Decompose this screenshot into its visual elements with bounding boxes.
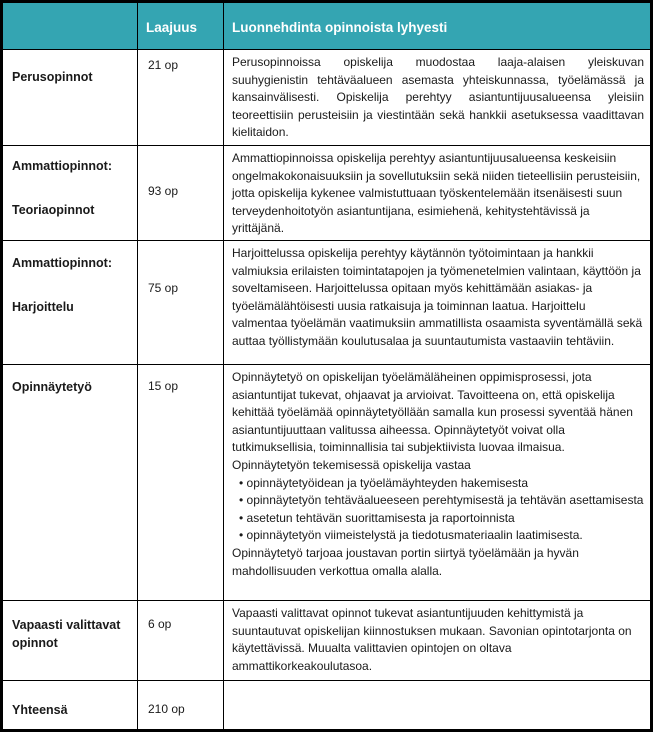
- table-row-ammattiopinnot-harjoittelu: [2, 240, 652, 364]
- bullet-item: • asetetun tehtävän suorittamisesta ja raportoinnista: [232, 510, 644, 528]
- row-label: [2, 240, 138, 364]
- description-cell: [224, 680, 652, 730]
- description-cell: Harjoittelussa opiskelija perehtyy käytännön työtoimintaan ja hankkii valmiuksia erilaisten toimintatapojen ja työmenetelmien valintaan, käyttöön ja soveltamiseen. Harjoittelussa opitaan myös kehittämään asiakas- ja työelämälähtöisesti uusia ratkaisuja ja toiminnan laatua. Harjoittelu valmentaa työelämän vaatimuksiin ammatillista osaamista syventämällä sekä auttaa työllistymään koulutusalaa ja suuntautumista vastaaviin tehtäviin.: [224, 240, 652, 364]
- row-label-line1: Ammattiopinnot:: [12, 255, 112, 270]
- row-label-line2: Teoriaopinnot: [12, 203, 95, 217]
- header-cell-category: [2, 2, 138, 50]
- table-row-vapaasti-valittavat: [2, 600, 652, 680]
- description-intro: Opinnäytetyö on opiskelijan työelämäläheinen oppimisprosessi, jota asiantuntijat tukevat, ohjaavat ja arvioivat. Tavoitteena on, että opiskelija kehittää työelämää opinnäytetyöllään samalla kun prosessi syventää hänen asiantuntijuuttaan valitussa aiheessa. Opinnäytetyöt voivat olla tutkimuksellisia, toiminnallisia tai subjektiivista luovaa ilmaisua. Opinnäytetyön tekemisessä opiskelija vastaa: [232, 369, 633, 472]
- header-cell-luonnehdinta: Luonnehdinta opinnoista lyhyesti: [224, 2, 652, 50]
- header-cell-laajuus: Laajuus: [138, 2, 224, 50]
- row-label: Yhteensä: [2, 680, 138, 730]
- row-label-line1: Ammattiopinnot:: [12, 159, 112, 173]
- table-row-yhteensa: [2, 680, 652, 730]
- row-label: Perusopinnot: [2, 50, 138, 146]
- header-row: [2, 2, 652, 50]
- bullet-item: • opinnäytetyön viimeistelystä ja tiedotusmateriaalin laatimisesta.: [232, 527, 644, 545]
- row-label: [2, 146, 138, 241]
- credits-value: 15 op: [138, 364, 224, 600]
- description-closing: Opinnäytetyö tarjoaa joustavan portin siirtyä työelämään ja hyvän mahdollisuuden verkottua omalla alalla.: [232, 545, 579, 578]
- row-label-line2: Harjoittelu: [12, 299, 74, 314]
- table-row-opinnaytetyo: [2, 364, 652, 600]
- credits-value: 21 op: [138, 50, 224, 146]
- row-label: Vapaasti valittavat opinnot: [2, 600, 138, 680]
- credits-value: 93 op: [138, 146, 224, 241]
- description-cell: Perusopinnoissa opiskelija muodostaa laaja-alaisen yleiskuvan suuhygienistin tehtäväalueen asemasta yhteiskunnassa, työelämässä ja kansainvälisesti. Opiskelija perehtyy asiantuntijuusalueensa yleisiin teoreettisiin perusteisiin ja viestintään sekä hankkii asetuksessa vaadittavan kielitaidon.: [224, 50, 652, 146]
- credits-value: 6 op: [138, 600, 224, 680]
- bullet-item: • opinnäytetyön tehtäväalueeseen perehtymisestä ja tehtävän asettamisesta: [232, 492, 644, 510]
- table-row-perusopinnot: [2, 50, 652, 146]
- description-cell: Vapaasti valittavat opinnot tukevat asiantuntijuuden kehittymistä ja suuntautuvat opiskelijan kiinnostuksen mukaan. Savonian opintotarjonta on käytettävissä. Muualta valittavien opintojen on oltava ammattikorkeakoulutasoa.: [224, 600, 652, 680]
- description-cell: [224, 364, 652, 600]
- table-row-ammattiopinnot-teoriaopinnot: [2, 146, 652, 241]
- credits-value: 210 op: [138, 680, 224, 730]
- bullet-item: • opinnäytetyöidean ja työelämäyhteyden hakemisesta: [232, 475, 644, 493]
- description-cell: Ammattiopinnoissa opiskelija perehtyy asiantuntijuusalueensa keskeisiin ongelmakokonaisuuksiin ja sovellutuksiin sekä niiden tieteellisiin perusteisiin, jotta opiskelija kykenee valmistuttuaan työskentelemään itsenäisesti suun terveydenhoitotyön asiantuntijana, esimiehenä, kehitystehtävissä ja yrittäjänä.: [224, 146, 652, 241]
- credits-value: 75 op: [138, 240, 224, 364]
- row-label: Opinnäytetyö: [2, 364, 138, 600]
